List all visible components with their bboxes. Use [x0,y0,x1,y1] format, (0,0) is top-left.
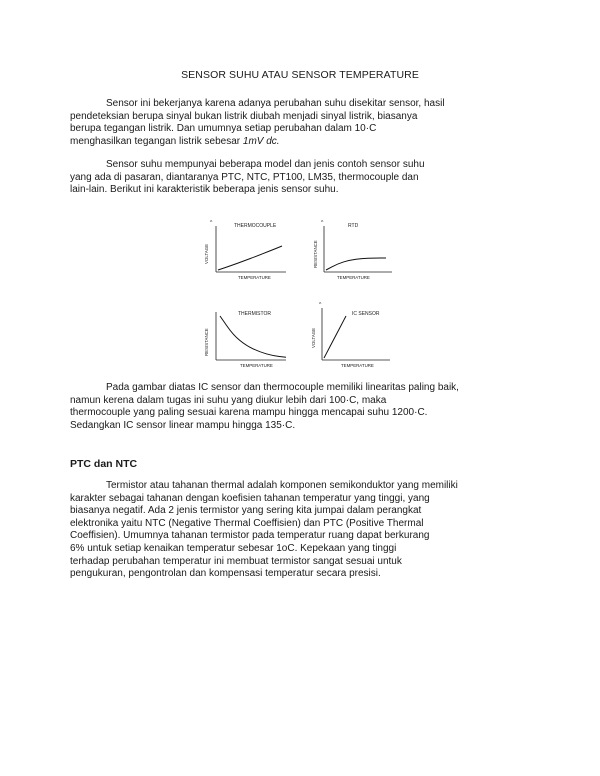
para4-line-3: biasanya negatif. Ada 2 jenis termistor yang sering kita jumpai dalam perangkat [70,505,422,517]
axis-arrow-ic-sensor: ^ [319,302,322,308]
characteristics-svg [196,216,396,376]
para4-line-2: karakter sebagai tahanan dengan koefisien tahanan temperatur yang tinggi, yang [70,492,430,504]
para3-line-4: Sedangkan IC sensor linear mampu hingga 135·C. [70,419,296,431]
chart-rtd [313,220,392,280]
para4-line-4: elektronika yaitu NTC (Negative Thermal Coeffisien) dan PTC (Positive Thermal [70,517,424,529]
para2-line-1: Sensor suhu mempunyai beberapa model dan jenis contoh sensor suhu [106,159,425,170]
paragraph-comparison [70,382,500,432]
para3-line-2: namun kerena dalam tugas ini suhu yang diukur lebih dari 100·C, maka [70,394,387,406]
paragraph-models [70,159,500,197]
para3-line-3: thermocouple yang paling sesuai karena mampu hingga mencapai suhu 1200·C. [70,407,428,419]
axis-arrow-rtd: ^ [321,220,324,226]
x-label-rtd: TEMPERATURE [337,275,370,280]
x-label-ic-sensor: TEMPERATURE [341,363,374,368]
y-label-ic-sensor: VOLTAGE [311,327,316,348]
chart-title-thermocouple: THERMOCOUPLE [234,223,277,229]
chart-thermistor [204,311,286,368]
chart-title-ic-sensor: IC SENSOR [352,311,380,317]
para3-line-1: Pada gambar diatas IC sensor dan thermocouple memiliki linearitas paling baik, [106,382,459,393]
axis-arrow-thermocouple: ^ [210,220,213,226]
series-line-rtd [326,258,386,270]
para1-line-1: Sensor ini bekerjanya karena adanya perubahan suhu disekitar sensor, hasil [106,98,445,109]
para4-line-8: pengukuran, pengontrolan dan kompensasi temperatur secara presisi. [70,568,381,580]
document-title: SENSOR SUHU ATAU SENSOR TEMPERATURE [181,69,419,81]
chart-title-thermistor: THERMISTOR [238,311,271,317]
series-line-ic-sensor [324,316,346,358]
para2-line-2: yang ada di pasaran, diantaranya PTC, NTC, PT100, LM35, thermocouple dan [70,171,419,183]
para1-line-4: menghasilkan tegangan listrik sebesar [70,135,243,147]
para1-line-3: berupa tegangan listrik. Dan umumnya setiap perubahan dalam 10·C [70,123,377,135]
para2-line-3: lain-lain. Berikut ini karakteristik beberapa jenis sensor suhu. [70,184,339,196]
paragraph-intro [70,98,500,148]
chart-ic-sensor [311,302,390,368]
section-heading-ptc-ntc: PTC dan NTC [70,458,138,470]
para4-line-6: 6% untuk setiap kenaikan temperatur sebesar 1oC. Kepekaan yang tinggi [70,542,397,554]
y-label-rtd: RESISTANCE [313,240,318,268]
sensor-characteristics-figure [196,216,396,376]
para1-emphasis: 1mV dc. [242,135,280,147]
y-label-thermocouple: VOLTAGE [204,243,209,264]
paragraph-thermistor [70,480,500,581]
para1-line-2: pendeteksian berupa sinyal bukan listrik diubah menjadi sinyal listrik, biasanya [70,110,418,122]
para4-line-1: Termistor atau tahanan thermal adalah komponen semikonduktor yang memiliki [106,480,458,491]
y-label-thermistor: RESISTANCE [204,328,209,356]
para4-line-7: terhadap perubahan temperatur ini membuat termistor sangat sesuai untuk [70,555,402,567]
para4-line-5: Coeffisien). Umumnya tahanan termistor pada temperatur ruang dapat berkurang [70,530,430,542]
chart-title-rtd: RTD [348,223,359,229]
series-line-thermocouple [218,246,282,270]
chart-thermocouple [204,220,286,280]
series-line-thermistor [220,316,286,357]
x-label-thermistor: TEMPERATURE [240,363,273,368]
x-label-thermocouple: TEMPERATURE [238,275,271,280]
